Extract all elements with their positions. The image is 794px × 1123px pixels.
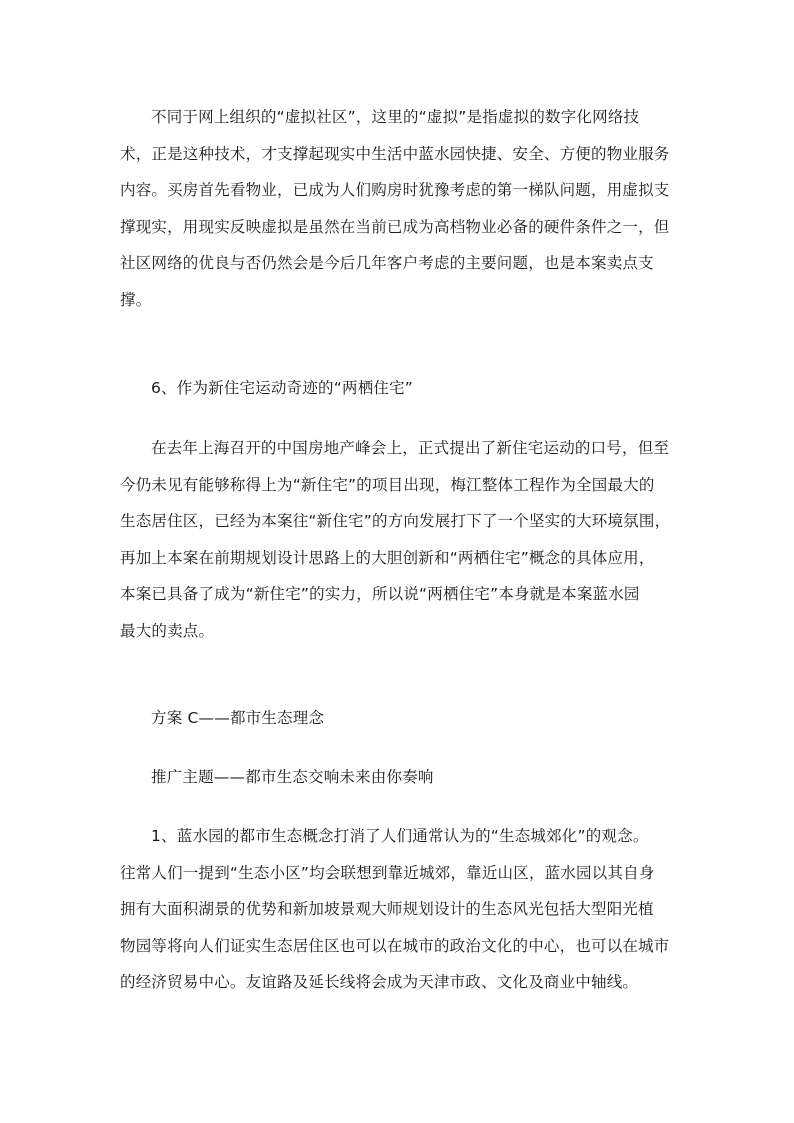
text-line: 今仍未见有能够称得上为“新住宅”的项目出现，梅江整体工程作为全国最大的: [120, 475, 655, 494]
paragraph-virtual-community: [120, 99, 680, 318]
text-line: 不同于网上组织的“虚拟社区”，这里的“虚拟”是指虚拟的数字化网络技: [151, 108, 640, 126]
text-line: 拥有大面积湖景的优势和新加坡景观大师规划设计的生态风光包括大型阳光植: [120, 900, 654, 918]
text-line: 推广主题——都市生态交响未来由你奏响: [151, 768, 434, 786]
text-line: 内容。买房首先看物业，已成为人们购房时犹豫考虑的第一梯队问题，用虚拟支: [120, 181, 670, 199]
text-line: 往常人们一提到“生态小区”均会联想到靠近城郊，靠近山区，蓝水园以其自身: [120, 863, 655, 882]
section-heading-promotion-theme: [120, 759, 680, 796]
text-line: 撑。: [120, 290, 152, 309]
text-line: 生态居住区，已经为本案往“新住宅”的方向发展打下了一个坚实的大环境氛围，: [120, 512, 671, 530]
text-line: 方案 C——都市生态理念: [151, 709, 325, 727]
paragraph-new-housing-movement: [120, 430, 680, 649]
paragraph-urban-ecology: [120, 818, 680, 1001]
text-line: 撑现实，用现实反映虚拟是虽然在当前已成为高档物业必备的硬件条件之一，但: [120, 217, 670, 236]
text-line: 物园等将向人们证实生态居住区也可以在城市的政治文化的中心，也可以在城市: [120, 936, 670, 955]
text-line: 社区网络的优良与否仍然会是今后几年客户考虑的主要问题，也是本案卖点支: [120, 254, 654, 272]
text-line: 本案已具备了成为“新住宅”的实力，所以说“两栖住宅”本身就是本案蓝水园: [120, 585, 640, 603]
text-line: 最大的卖点。: [120, 621, 215, 640]
text-line: 在去年上海召开的中国房地产峰会上，正式提出了新住宅运动的口号，但至: [151, 439, 670, 457]
text-line: 1、蓝水园的都市生态概念打消了人们通常认为的“生态城郊化”的观念。: [151, 827, 649, 845]
text-line: 再加上本案在前期规划设计思路上的大胆创新和“两栖住宅”概念的具体应用，: [120, 548, 655, 567]
section-heading-plan-c: [120, 700, 680, 737]
text-line: 6、作为新住宅运动奇迹的“两栖住宅”: [151, 379, 414, 397]
text-line: 的经济贸易中心。友谊路及延长线将会成为天津市政、文化及商业中轴线。: [120, 973, 639, 991]
text-line: 术，正是这种技术，才支撑起现实中生活中蓝水园快捷、安全、方便的物业服务: [120, 144, 670, 163]
section-heading-amphibious-housing: [120, 370, 680, 407]
